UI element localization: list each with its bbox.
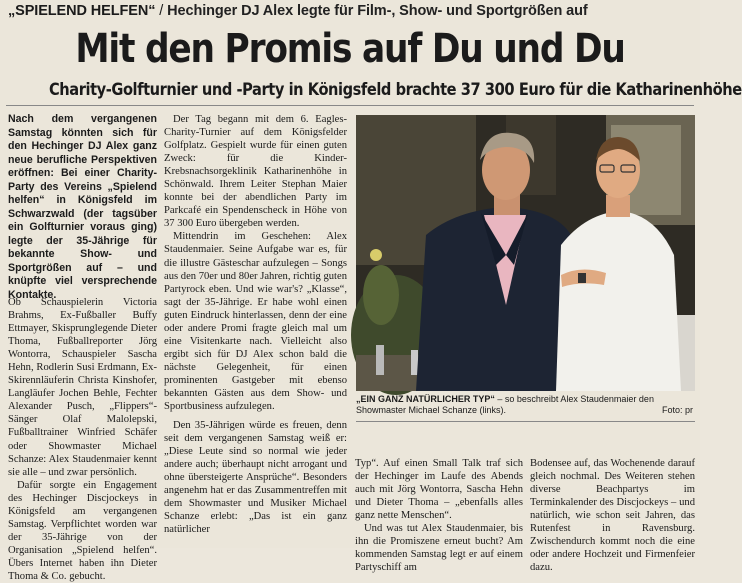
article-column-3 xyxy=(355,457,523,574)
photo-caption xyxy=(356,394,695,416)
article-paragraph: Den 35-Jährigen würde es freuen, denn seit dem vergangenen Samstag weiß er: „Diese Leute sind so normal wie jeder andere auch; überhaupt nicht arrogant und ohne übersteigerte Ansprüche“. Besonders angenehm hat er das Zusammentreffen mit dem Showmaster und Musiker Michael Schanze erlebt: „Das ist ein ganz natürlicher xyxy=(164,420,347,536)
headline: Mit den Promis auf Du und Du xyxy=(75,26,625,72)
article-column-4 xyxy=(530,457,695,574)
article-paragraph: Ob Schauspielerin Victoria Brahms, Ex-Fußballer Buffy Ettmayer, Skisprunglegende Dieter Thoma, Fußballreporter Jörg Wontorra, Schauspieler Sascha Hehn, Rodlerin Susi Erdmann, Ex-Skirennläuferin Christa Kinshofer, Langläufer Jochen Behle, Fechter Alexander Pusch, „Flippers“-Sänger Olaf Malolepski, Fußballtrainer Winfried Schäfer oder Showmaster Michael Schanze: Alex Staudenmaier kennt sie alle – und zwar persönlich. xyxy=(8,297,157,478)
article-paragraph: Typ“. Auf einen Small Talk traf sich der Hechinger im Laufe des Abends auch mit Jörg Wontorra, Sascha Hehn und Dieter Thoma – „ebenfalls alles ganz nette Menschen“. xyxy=(355,458,523,522)
caption-rule xyxy=(356,421,695,422)
article-paragraph: Mittendrin im Geschehen: Alex Staudenmaier. Seine Aufgabe war es, für die illustre Gästeschar aufzulegen – Songs aus den 70er und 80er Jahren, richtig guten Partyrock eben. Und wie war's? „Klasse“, sagt der 35-Jährige. Er habe wohl einen guten Eindruck hinterlassen, denn der eine oder andere Promi fragte gleich mal um eine Visitenkarte nach. Vielleicht also ergibt sich für DJ Alex schon bald die nächste Gelegenheit, für einen prominenten Gastgeber mit ebenso bekannten Gästen aus dem Show- und Sportbusiness aufzulegen. xyxy=(164,231,347,413)
header-rule xyxy=(6,105,694,106)
subheadline: Charity-Golfturnier und -Party in Königsfeld brachte 37 300 Euro für die Katharinenhöhe xyxy=(49,80,742,100)
photo-illustration xyxy=(356,115,695,391)
article-column-1 xyxy=(8,296,157,582)
photo-credit: Foto: pr xyxy=(661,405,693,415)
article-paragraph: Bodensee auf, das Wochenende darauf gleich nochmal. Des Weiteren stehen diverse Beachpartys im Terminkalender des Discjockeys – und natürlich, wie schon seit Jahren, das Rutenfest in Ravensburg. Zwischendurch kommt noch die eine oder andere Hochzeit und Firmenfeier dazu. xyxy=(530,458,695,574)
caption-text: – so beschreibt Alex Staudenmaier den Showmaster Michael Schanze (links). xyxy=(356,394,654,415)
event-photo xyxy=(356,115,695,391)
lead-paragraph: Nach dem vergangenen Samstag könnten sich für den Hechinger DJ Alex ganz neue berufliche Perspektiven eröffnen: Bei einer Charity-Party des Vereins „Spielend helfen“ in Königsfeld im Schwarzwald (der tagsüber ein Golfturnier voraus ging) legte der 35-Jährige für bekannte Show- und Sportgrößen auf – und knüpfte viel versprechende Kontakte. xyxy=(8,113,157,301)
article-paragraph: Der Tag begann mit dem 6. Eagles-Charity-Turnier auf dem Königsfelder Golfplatz. Gespielt wurde für einen guten Zweck: für die Kinder-Krebsnachsorgeklinik Katharinenhöhe in Schönwald. Ihrem Leiter Stephan Maier konnte bei der abendlichen Party im Parkcafé ein Spendenscheck in Höhe von 37 300 Euro übergeben werden. xyxy=(164,114,347,230)
kicker-line xyxy=(8,3,588,19)
article-column-2 xyxy=(164,113,347,419)
kicker-separator: / xyxy=(155,3,168,19)
article-paragraph: Dafür sorgte ein Engagement des Hechinger Discjockeys in Königsfeld am vergangenen Samstag. Verpflichtet worden war der 35-Jährige von der Organisation „Spielend helfen“. Übers Internet haben ihn Dieter Thoma & Co. gebucht. xyxy=(8,479,157,582)
article-column-2-bottom xyxy=(164,419,347,548)
article-paragraph: Und was tut Alex Staudenmaier, bis ihn die Promiszene erneut bucht? Am kommenden Samstag legt er auf einem Partyschiff am xyxy=(355,523,523,574)
kicker-label: „SPIELEND HELFEN“ xyxy=(8,3,156,19)
kicker-text: Hechinger DJ Alex legte für Film-, Show- und Sportgrößen auf xyxy=(167,3,588,19)
caption-title: „EIN GANZ NATÜRLICHER TYP“ xyxy=(356,394,495,404)
